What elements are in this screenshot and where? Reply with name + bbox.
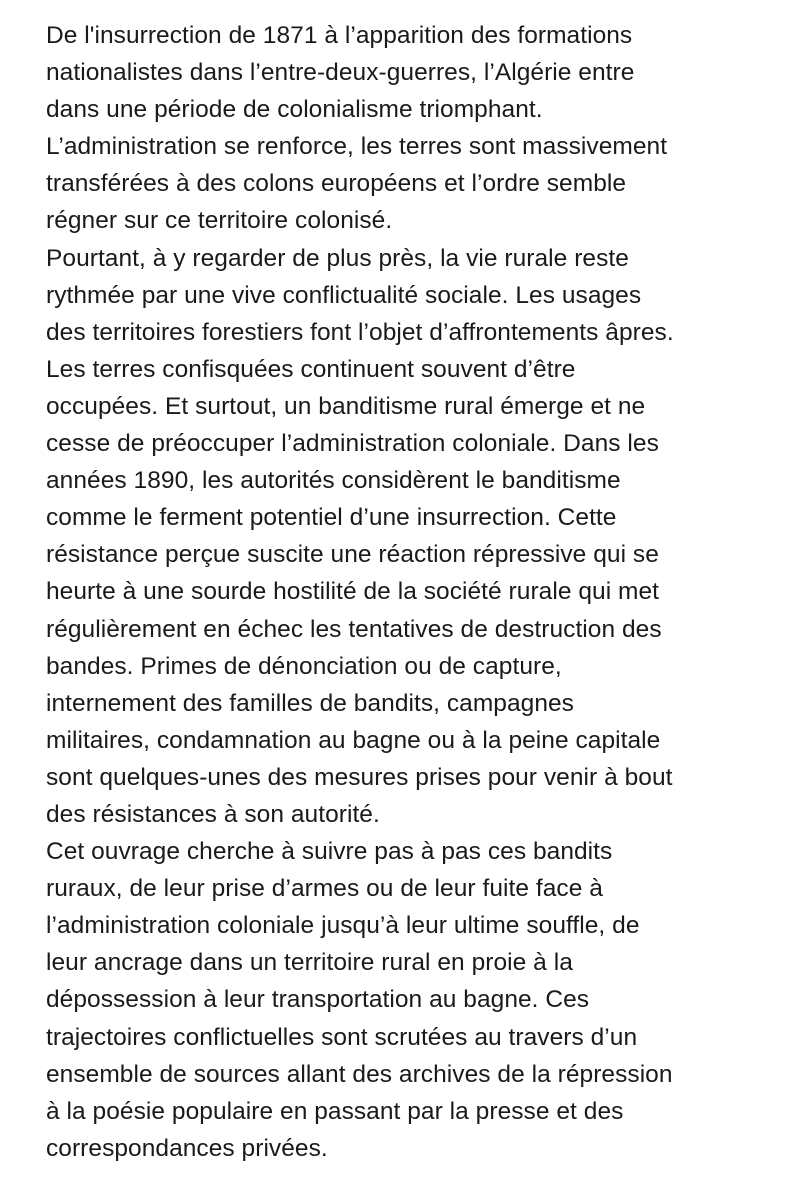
text-line: années 1890, les autorités considèrent le banditisme (46, 467, 621, 495)
text-line: militaires, condamnation au bagne ou à la peine capitale (46, 726, 661, 754)
text-line: des résistances à son autorité. (46, 800, 380, 828)
text-line: sont quelques-unes des mesures prises pour venir à bout (46, 763, 673, 791)
body-text (46, 17, 776, 1167)
text-line: dépossession à leur transportation au bagne. Ces (46, 986, 590, 1014)
text-line: bandes. Primes de dénonciation ou de capture, (46, 652, 562, 680)
text-line: régner sur ce territoire colonisé. (46, 207, 393, 235)
text-line: résistance perçue suscite une réaction répressive qui se (46, 541, 659, 569)
text-line: heurte à une sourde hostilité de la société rurale qui met (46, 578, 660, 606)
text-line: rythmée par une vive conflictualité sociale. Les usages (46, 281, 642, 309)
text-line: Cet ouvrage cherche à suivre pas à pas ces bandits (46, 838, 613, 866)
text-line: des territoires forestiers font l’objet d’affrontements âpres. (46, 318, 674, 346)
text-line: trajectoires conflictuelles sont scrutées au travers d’un (46, 1023, 638, 1051)
text-line: comme le ferment potentiel d’une insurrection. Cette (46, 504, 617, 532)
text-line: ruraux, de leur prise d’armes ou de leur fuite face à (46, 875, 603, 903)
text-line: l’administration coloniale jusqu’à leur ultime souffle, de (46, 912, 640, 940)
text-line: De l'insurrection de 1871 à l’apparition des formations (46, 22, 633, 49)
text-line: régulièrement en échec les tentatives de destruction des (46, 615, 662, 643)
text-line: nationalistes dans l’entre-deux-guerres, l’Algérie entre (46, 59, 635, 87)
text-line: internement des familles de bandits, campagnes (46, 689, 574, 717)
text-line: occupées. Et surtout, un banditisme rural émerge et ne (46, 392, 646, 420)
text-line: dans une période de colonialisme triomphant. (46, 96, 543, 124)
text-line: transférées à des colons européens et l’ordre semble (46, 170, 627, 198)
text-line: correspondances privées. (46, 1134, 328, 1162)
text-line: Pourtant, à y regarder de plus près, la vie rurale reste (46, 244, 629, 272)
text-line: cesse de préoccuper l’administration coloniale. Dans les (46, 430, 659, 458)
text-line: Les terres confisquées continuent souvent d’être (46, 355, 576, 383)
text-line: leur ancrage dans un territoire rural en proie à la (46, 949, 573, 977)
text-line: L’administration se renforce, les terres sont massivement (46, 133, 668, 161)
text-line: à la poésie populaire en passant par la presse et des (46, 1097, 624, 1125)
text-line: ensemble de sources allant des archives de la répression (46, 1060, 673, 1088)
